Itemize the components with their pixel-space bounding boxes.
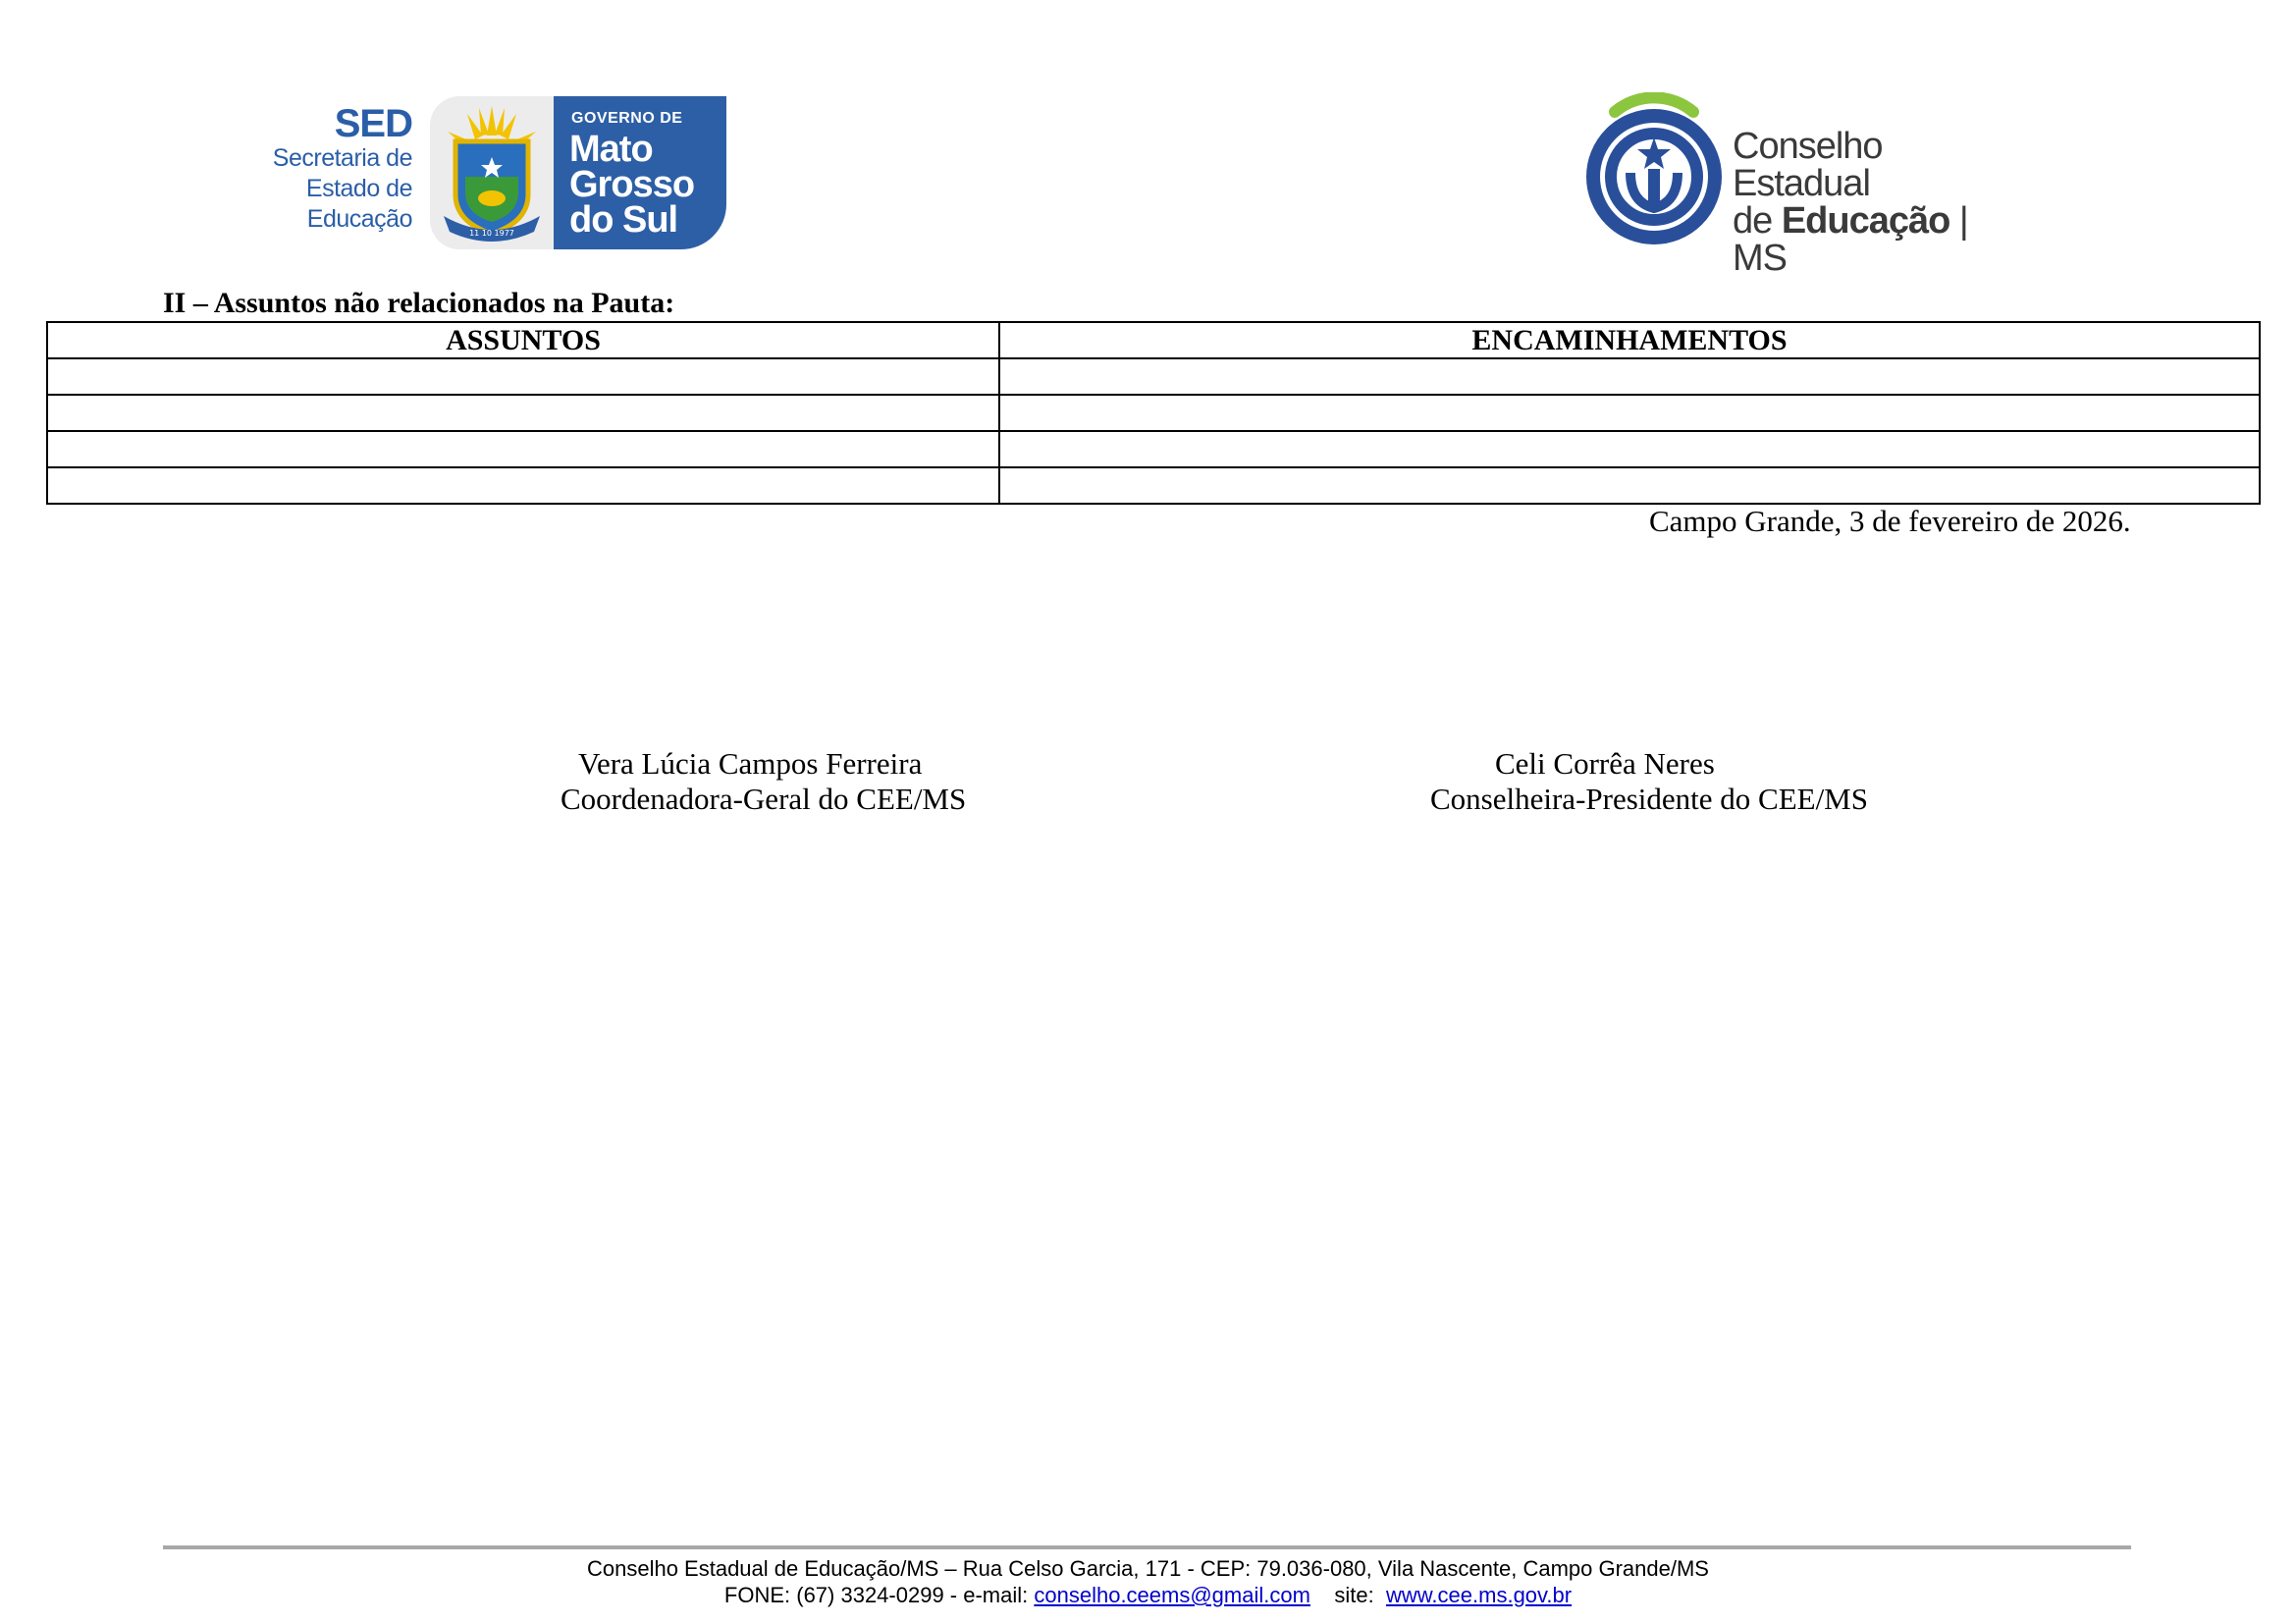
- sed-line-2: Estado de: [305, 175, 412, 202]
- footer-divider: [163, 1545, 2131, 1549]
- topics-table: [46, 321, 2261, 505]
- cee-line-1: Conselho Estadual: [1733, 126, 1883, 204]
- column-header-encaminhamentos: ENCAMINHAMENTOS: [999, 322, 2260, 358]
- signer-title: Conselheira-Presidente do CEE/MS: [1430, 782, 1868, 816]
- place-date: Campo Grande, 3 de fevereiro de 2026.: [1649, 504, 2131, 538]
- table-cell[interactable]: [999, 395, 2260, 431]
- table-cell[interactable]: [47, 395, 999, 431]
- svg-text:11 10 1977: 11 10 1977: [469, 229, 514, 238]
- table-cell[interactable]: [47, 431, 999, 467]
- table-header-row: [47, 322, 2260, 358]
- gov-line-3: do Sul: [569, 199, 678, 241]
- table-row: [47, 395, 2260, 431]
- sed-wordmark: [265, 104, 412, 235]
- site-link[interactable]: www.cee.ms.gov.br: [1385, 1583, 1573, 1607]
- email-link[interactable]: conselho.ceems@gmail.com: [1034, 1583, 1310, 1607]
- gov-ms-badge: [430, 96, 726, 249]
- table-row: [47, 467, 2260, 504]
- cee-line-2-bold: Educação: [1781, 200, 1950, 242]
- sed-line-1: Secretaria de: [272, 144, 412, 172]
- column-header-assuntos: ASSUNTOS: [47, 322, 999, 358]
- cee-line-2-suffix: | MS: [1733, 200, 1968, 279]
- coat-of-arms-icon: [430, 96, 554, 249]
- gov-line-2: Grosso: [569, 164, 695, 205]
- sed-abbr: SED: [334, 102, 412, 145]
- footer-contact: [0, 1582, 2296, 1608]
- gov-line-1: Mato: [569, 129, 653, 170]
- sed-logo: [265, 94, 726, 251]
- footer-address: Conselho Estadual de Educação/MS – Rua Celso Garcia, 171 - CEP: 79.036-080, Vila Nascente, Campo Grande/MS: [586, 1556, 1709, 1581]
- footer: [0, 1555, 2296, 1608]
- table-cell[interactable]: [999, 358, 2260, 395]
- cee-line-2: [1733, 202, 2007, 277]
- sed-line-3: Educação: [306, 205, 412, 233]
- cee-logo: [1575, 92, 2007, 279]
- gov-label: GOVERNO DE: [571, 110, 683, 127]
- signer-name: Celi Corrêa Neres: [1495, 746, 1715, 781]
- cee-line-2-prefix: de: [1733, 200, 1782, 242]
- signature-block-coordinator: [561, 746, 966, 817]
- table-cell[interactable]: [999, 431, 2260, 467]
- section-heading: II – Assuntos não relacionados na Pauta:: [163, 287, 675, 319]
- signature-block-president: [1430, 746, 1868, 817]
- table-cell[interactable]: [47, 467, 999, 504]
- cee-emblem-icon: [1575, 92, 1733, 249]
- table-cell[interactable]: [47, 358, 999, 395]
- table-row: [47, 358, 2260, 395]
- cee-wordmark: [1733, 128, 2007, 277]
- gov-ms-wordmark: [554, 96, 726, 249]
- table-row: [47, 431, 2260, 467]
- footer-phone: FONE: (67) 3324-0299 - e-mail:: [723, 1583, 1035, 1607]
- table-cell[interactable]: [999, 467, 2260, 504]
- footer-site-label: site:: [1334, 1583, 1380, 1607]
- signer-name: Vera Lúcia Campos Ferreira: [578, 746, 923, 781]
- signer-title: Coordenadora-Geral do CEE/MS: [561, 782, 967, 816]
